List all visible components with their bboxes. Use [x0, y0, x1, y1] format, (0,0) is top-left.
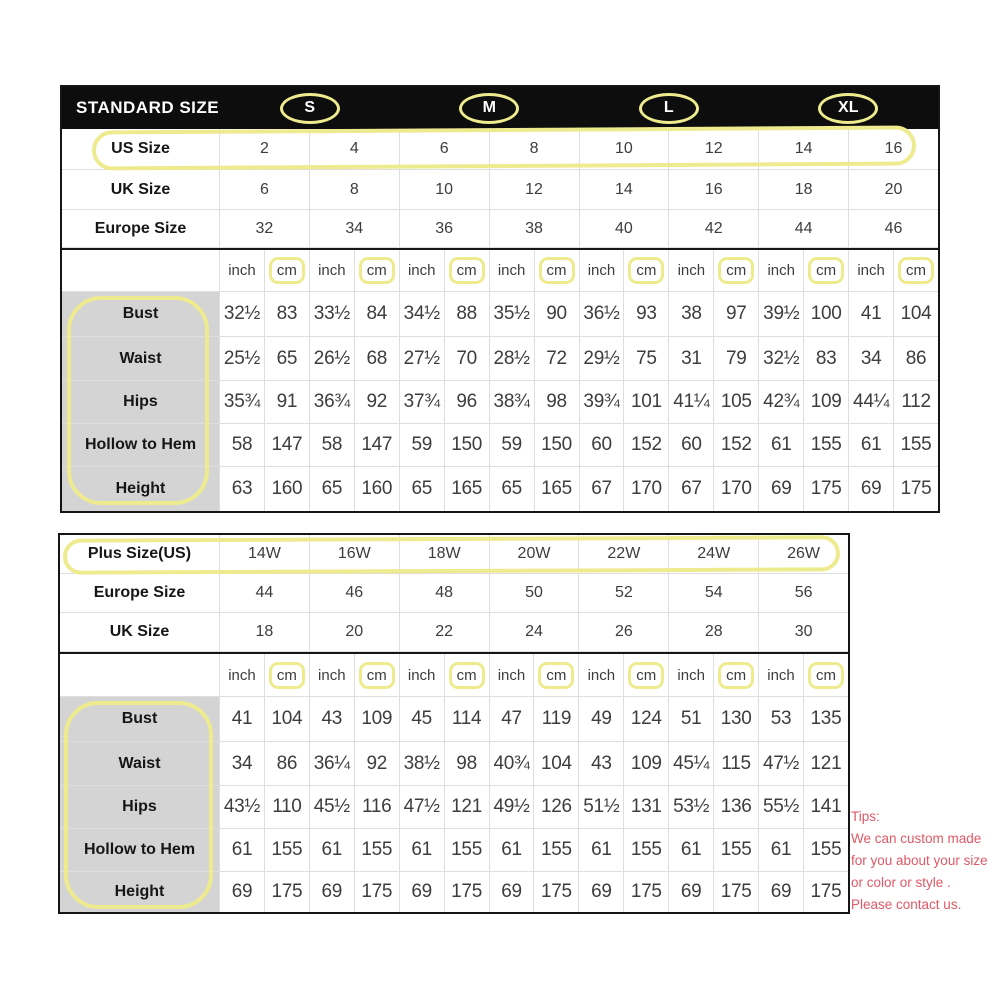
- size-value-cell: 6: [220, 170, 310, 209]
- measure-value-cell: 36½: [580, 292, 625, 336]
- uk-size-values: [220, 170, 938, 209]
- measure-value-cell: 25½: [220, 337, 265, 380]
- size-badge-oval: L: [639, 93, 699, 124]
- size-value-cell: 42: [669, 210, 759, 247]
- plus-size-label: Plus Size(US): [60, 535, 220, 573]
- size-value-cell: 12: [669, 129, 759, 169]
- size-value-cell: 14: [580, 170, 670, 209]
- size-value-cell: 6: [400, 129, 490, 169]
- tips-lines: [851, 828, 1000, 916]
- measure-value-cell: 131: [624, 786, 669, 828]
- measure-value-cell: 97: [714, 292, 759, 336]
- measure-value-cell: 155: [804, 424, 849, 466]
- measure-value-cell: 61: [759, 829, 804, 871]
- size-badge-oval: XL: [818, 93, 878, 124]
- size-value-cell: 16W: [310, 535, 400, 573]
- measure-value-cell: 53½: [669, 786, 714, 828]
- measure-value-cell: 68: [355, 337, 400, 380]
- measure-value-cell: 34½: [400, 292, 445, 336]
- standard-size-table: [60, 85, 940, 513]
- hips-label: Hips: [62, 381, 220, 423]
- hollow-to-hem-row: [62, 424, 938, 467]
- measure-value-cell: 60: [669, 424, 714, 466]
- measure-value-cell: 41¼: [669, 381, 714, 423]
- measure-value-cell: 58: [220, 424, 265, 466]
- measure-value-cell: 51: [669, 697, 714, 741]
- measure-value-cell: 130: [714, 697, 759, 741]
- measure-value-cell: 155: [624, 829, 669, 871]
- measure-value-cell: 69: [579, 872, 624, 912]
- waist-values: [220, 742, 848, 785]
- measure-value-cell: 55½: [759, 786, 804, 828]
- measure-value-cell: 39½: [759, 292, 804, 336]
- unit-cell: inch: [400, 654, 445, 696]
- measure-value-cell: 49½: [490, 786, 535, 828]
- measure-value-cell: 83: [804, 337, 849, 380]
- measure-value-cell: 136: [714, 786, 759, 828]
- measure-value-cell: 175: [810, 881, 842, 902]
- measure-value-cell: 38¾: [490, 381, 535, 423]
- measure-value-cell: 152: [624, 424, 669, 466]
- tips-line: Please contact us.: [851, 897, 962, 912]
- measure-value-cell: 86: [905, 347, 927, 369]
- measure-value-cell: 61: [220, 829, 265, 871]
- us-size-label: US Size: [62, 129, 220, 169]
- measure-value-cell: 42¾: [759, 381, 804, 423]
- waist-label: Waist: [62, 337, 220, 380]
- measure-value-cell: 109: [804, 381, 849, 423]
- measure-value-cell: 61: [669, 829, 714, 871]
- measure-value-cell: 160: [355, 467, 400, 511]
- measure-value-cell: 86: [265, 742, 310, 785]
- measure-value-cell: 155: [900, 434, 932, 455]
- unit-cell: inch: [310, 250, 355, 291]
- measure-value-cell: 105: [714, 381, 759, 423]
- measure-value-cell: 58: [310, 424, 355, 466]
- measure-value-cell: 33½: [310, 292, 355, 336]
- measure-value-cell: 75: [624, 337, 669, 380]
- size-value-cell: 28: [669, 613, 759, 651]
- measure-value-cell: 61: [310, 829, 355, 871]
- size-value-cell: 20W: [490, 535, 580, 573]
- unit-cell: cm: [714, 654, 759, 696]
- measure-value-cell: 36¼: [310, 742, 355, 785]
- tips-note: [851, 806, 1000, 916]
- measure-value-cell: 63: [220, 467, 265, 511]
- measure-value-cell: 65: [265, 337, 310, 380]
- measure-value-cell: 69: [220, 872, 265, 912]
- europe-size-values: [220, 574, 848, 612]
- waist-row: [60, 742, 848, 786]
- measure-value-cell: 165: [535, 467, 580, 511]
- size-badge-group: [220, 87, 938, 129]
- measure-value-cell: 155: [445, 829, 490, 871]
- size-value-cell: 44: [759, 210, 849, 247]
- measure-value-cell: 121: [445, 786, 490, 828]
- measure-value-cell: 101: [624, 381, 669, 423]
- unit-row-empty-label: [60, 654, 220, 696]
- height-row: [60, 872, 848, 912]
- measure-value-cell: 72: [535, 337, 580, 380]
- measure-value-cell: 170: [714, 467, 759, 511]
- size-value-cell: 52: [579, 574, 669, 612]
- measure-value-cell: 150: [535, 424, 580, 466]
- unit-cell: cm: [804, 654, 848, 696]
- measure-value-cell: 109: [624, 742, 669, 785]
- measure-value-cell: 98: [535, 381, 580, 423]
- measure-value-cell: 84: [355, 292, 400, 336]
- hollow-to-hem-row: [60, 829, 848, 872]
- measure-value-cell: 110: [265, 786, 310, 828]
- measure-value-cell: 41: [849, 292, 894, 336]
- measure-value-cell: 135: [810, 708, 842, 729]
- uk-size-row: [60, 613, 848, 652]
- height-label: Height: [60, 872, 220, 912]
- measure-value-cell: 51½: [579, 786, 624, 828]
- unit-cell: inch: [400, 250, 445, 291]
- measure-value-cell: 35½: [490, 292, 535, 336]
- unit-row: [60, 652, 848, 697]
- measure-value-cell: 79: [714, 337, 759, 380]
- measure-value-cell: 104: [265, 697, 310, 741]
- unit-cell: inch: [490, 250, 535, 291]
- measure-value-cell: 175: [900, 478, 932, 499]
- plus-size-row: [60, 535, 848, 574]
- measure-value-cell: 155: [265, 829, 310, 871]
- size-value-cell: 18W: [400, 535, 490, 573]
- measure-value-cell: 147: [355, 424, 400, 466]
- unit-cell: inch: [669, 654, 714, 696]
- size-value-cell: 36: [400, 210, 490, 247]
- hips-label: Hips: [60, 786, 220, 828]
- unit-cell: cm: [804, 250, 849, 291]
- unit-cell: inch: [579, 654, 624, 696]
- size-value-cell: 24W: [669, 535, 759, 573]
- measure-value-cell: 61: [759, 424, 804, 466]
- measure-value-cell: 32½: [759, 337, 804, 380]
- size-value-cell: 22: [400, 613, 490, 651]
- unit-cell: cm: [534, 654, 579, 696]
- measure-value-cell: 175: [534, 872, 579, 912]
- measure-value-cell: 119: [534, 697, 579, 741]
- measure-value-cell: 175: [624, 872, 669, 912]
- measure-value-cell: 44¼: [849, 381, 894, 423]
- measure-value-cell: 175: [355, 872, 400, 912]
- size-value-cell: 26W: [787, 545, 821, 562]
- measure-value-cell: 40¾: [490, 742, 535, 785]
- size-value-cell: 18: [759, 170, 849, 209]
- plus-size-table: [58, 533, 850, 914]
- measure-value-cell: 109: [355, 697, 400, 741]
- europe-size-values: [220, 210, 938, 247]
- measure-value-cell: 152: [714, 424, 759, 466]
- measure-value-cell: 92: [355, 742, 400, 785]
- measure-value-cell: 47½: [400, 786, 445, 828]
- bust-values: [220, 292, 938, 336]
- measure-value-cell: 88: [445, 292, 490, 336]
- measure-value-cell: 104: [534, 742, 579, 785]
- measure-value-cell: 41: [220, 697, 265, 741]
- size-value-cell: 18: [220, 613, 310, 651]
- measure-value-cell: 45: [400, 697, 445, 741]
- size-value-cell: 56: [794, 584, 813, 601]
- unit-cell: cm: [624, 250, 669, 291]
- waist-row: [62, 337, 938, 381]
- tips-line: for you about your size: [851, 853, 988, 868]
- size-value-cell: 22W: [579, 535, 669, 573]
- waist-values: [220, 337, 938, 380]
- size-value-cell: 32: [220, 210, 310, 247]
- measure-value-cell: 38: [669, 292, 714, 336]
- size-value-cell: 16: [884, 140, 903, 157]
- measure-value-cell: 49: [579, 697, 624, 741]
- hollow-to-hem-label: Hollow to Hem: [60, 829, 220, 871]
- unit-cell: cm: [265, 654, 310, 696]
- bust-label: Bust: [60, 697, 220, 741]
- measure-value-cell: 175: [714, 872, 759, 912]
- size-badge-oval: S: [280, 93, 340, 124]
- plus-size-values: [220, 535, 848, 573]
- size-value-cell: 54: [669, 574, 759, 612]
- unit-cells: [220, 250, 938, 291]
- measure-value-cell: 98: [445, 742, 490, 785]
- europe-size-row: [60, 574, 848, 613]
- size-value-cell: 44: [220, 574, 310, 612]
- us-size-row: [62, 129, 938, 170]
- uk-size-row: [62, 170, 938, 210]
- europe-size-row: [62, 210, 938, 248]
- measure-value-cell: 35¾: [220, 381, 265, 423]
- unit-cell: cm: [445, 654, 490, 696]
- measure-value-cell: 61: [400, 829, 445, 871]
- height-label: Height: [62, 467, 220, 511]
- measure-value-cell: 43: [579, 742, 624, 785]
- size-value-cell: 12: [490, 170, 580, 209]
- uk-size-values: [220, 613, 848, 651]
- size-value-cell: 8: [310, 170, 400, 209]
- uk-size-label: UK Size: [60, 613, 220, 651]
- size-value-cell: 46: [310, 574, 400, 612]
- measure-value-cell: 65: [490, 467, 535, 511]
- hollow-to-hem-values: [220, 829, 848, 871]
- measure-value-cell: 114: [445, 697, 490, 741]
- measure-value-cell: 38½: [400, 742, 445, 785]
- standard-size-title: STANDARD SIZE: [76, 98, 220, 117]
- measure-value-cell: 67: [580, 467, 625, 511]
- size-badge-oval: M: [459, 93, 519, 124]
- measure-value-cell: 93: [624, 292, 669, 336]
- measure-value-cell: 100: [804, 292, 849, 336]
- measure-value-cell: 28½: [490, 337, 535, 380]
- measure-value-cell: 53: [759, 697, 804, 741]
- tips-title: Tips:: [851, 809, 880, 824]
- waist-label: Waist: [60, 742, 220, 785]
- size-value-cell: 20: [310, 613, 400, 651]
- measure-value-cell: 141: [810, 796, 842, 817]
- unit-cells: [220, 654, 848, 696]
- hollow-to-hem-label: Hollow to Hem: [62, 424, 220, 466]
- size-value-cell: 10: [580, 129, 670, 169]
- measure-value-cell: 60: [580, 424, 625, 466]
- measure-value-cell: 43½: [220, 786, 265, 828]
- size-value-cell: 14W: [220, 535, 310, 573]
- us-size-values: [220, 129, 938, 169]
- measure-value-cell: 83: [265, 292, 310, 336]
- hollow-to-hem-values: [220, 424, 938, 466]
- measure-value-cell: 43: [310, 697, 355, 741]
- measure-value-cell: 69: [310, 872, 355, 912]
- unit-row: [62, 248, 938, 292]
- measure-value-cell: 91: [265, 381, 310, 423]
- unit-cell: cm: [445, 250, 490, 291]
- unit-cell: cm: [894, 250, 938, 291]
- measure-value-cell: 61: [849, 424, 894, 466]
- measure-value-cell: 175: [445, 872, 490, 912]
- unit-cell: inch: [849, 250, 894, 291]
- measure-value-cell: 59: [400, 424, 445, 466]
- measure-value-cell: 69: [669, 872, 714, 912]
- unit-cell: inch: [669, 250, 714, 291]
- measure-value-cell: 39¾: [580, 381, 625, 423]
- measure-value-cell: 32½: [220, 292, 265, 336]
- measure-value-cell: 155: [534, 829, 579, 871]
- measure-value-cell: 29½: [580, 337, 625, 380]
- measure-value-cell: 61: [579, 829, 624, 871]
- height-row: [62, 467, 938, 511]
- measure-value-cell: 47½: [759, 742, 804, 785]
- measure-value-cell: 45¼: [669, 742, 714, 785]
- measure-value-cell: 69: [759, 872, 804, 912]
- unit-cell: cm: [714, 250, 759, 291]
- hips-row: [62, 381, 938, 424]
- measure-value-cell: 69: [849, 467, 894, 511]
- hips-row: [60, 786, 848, 829]
- measure-value-cell: 121: [810, 752, 842, 774]
- measure-value-cell: 104: [900, 303, 932, 324]
- measure-value-cell: 96: [445, 381, 490, 423]
- size-value-cell: 46: [884, 219, 903, 237]
- measure-value-cell: 165: [445, 467, 490, 511]
- unit-cell: cm: [624, 654, 669, 696]
- measure-value-cell: 34: [849, 337, 894, 380]
- measure-value-cell: 61: [490, 829, 535, 871]
- measure-value-cell: 116: [355, 786, 400, 828]
- measure-value-cell: 115: [714, 742, 759, 785]
- measure-value-cell: 155: [355, 829, 400, 871]
- unit-cell: inch: [310, 654, 355, 696]
- unit-cell: inch: [220, 654, 265, 696]
- unit-cell: inch: [490, 654, 535, 696]
- height-values: [220, 872, 848, 912]
- bust-values: [220, 697, 848, 741]
- measure-value-cell: 175: [265, 872, 310, 912]
- size-value-cell: 8: [490, 129, 580, 169]
- measure-value-cell: 36¾: [310, 381, 355, 423]
- height-values: [220, 467, 938, 511]
- unit-cell: inch: [580, 250, 625, 291]
- size-value-cell: 34: [310, 210, 400, 247]
- europe-size-label: Europe Size: [62, 210, 220, 247]
- measure-value-cell: 112: [901, 391, 931, 412]
- unit-cell: cm: [265, 250, 310, 291]
- measure-value-cell: 155: [810, 839, 842, 860]
- unit-cell: inch: [759, 654, 804, 696]
- size-value-cell: 24: [490, 613, 580, 651]
- tips-line: We can custom made: [851, 831, 982, 846]
- measure-value-cell: 90: [535, 292, 580, 336]
- bust-row: [62, 292, 938, 337]
- measure-value-cell: 69: [759, 467, 804, 511]
- size-value-cell: 26: [579, 613, 669, 651]
- hips-values: [220, 786, 848, 828]
- measure-value-cell: 150: [445, 424, 490, 466]
- measure-value-cell: 69: [490, 872, 535, 912]
- size-value-cell: 38: [490, 210, 580, 247]
- standard-table-header: [62, 87, 938, 129]
- measure-value-cell: 59: [490, 424, 535, 466]
- measure-value-cell: 147: [265, 424, 310, 466]
- measure-value-cell: 34: [220, 742, 265, 785]
- size-value-cell: 48: [400, 574, 490, 612]
- measure-value-cell: 27½: [400, 337, 445, 380]
- measure-value-cell: 31: [669, 337, 714, 380]
- unit-cell: inch: [759, 250, 804, 291]
- size-value-cell: 20: [884, 180, 903, 198]
- unit-cell: cm: [355, 250, 400, 291]
- measure-value-cell: 92: [355, 381, 400, 423]
- unit-cell: inch: [220, 250, 265, 291]
- size-value-cell: 4: [310, 129, 400, 169]
- measure-value-cell: 160: [265, 467, 310, 511]
- size-value-cell: 16: [669, 170, 759, 209]
- size-value-cell: 50: [490, 574, 580, 612]
- bust-row: [60, 697, 848, 742]
- measure-value-cell: 124: [624, 697, 669, 741]
- unit-cell: cm: [355, 654, 400, 696]
- size-value-cell: 10: [400, 170, 490, 209]
- measure-value-cell: 47: [490, 697, 535, 741]
- measure-value-cell: 69: [400, 872, 445, 912]
- measure-value-cell: 67: [669, 467, 714, 511]
- uk-size-label: UK Size: [62, 170, 220, 209]
- size-value-cell: 40: [580, 210, 670, 247]
- measure-value-cell: 65: [400, 467, 445, 511]
- bust-label: Bust: [62, 292, 220, 336]
- tips-line: or color or style .: [851, 875, 951, 890]
- size-value-cell: 30: [794, 623, 813, 640]
- measure-value-cell: 126: [534, 786, 579, 828]
- europe-size-label: Europe Size: [60, 574, 220, 612]
- hips-values: [220, 381, 938, 423]
- measure-value-cell: 65: [310, 467, 355, 511]
- unit-row-empty-label: [62, 250, 220, 291]
- measure-value-cell: 70: [445, 337, 490, 380]
- size-value-cell: 14: [759, 129, 849, 169]
- measure-value-cell: 26½: [310, 337, 355, 380]
- measure-value-cell: 45½: [310, 786, 355, 828]
- measure-value-cell: 175: [804, 467, 849, 511]
- measure-value-cell: 170: [624, 467, 669, 511]
- measure-value-cell: 37¾: [400, 381, 445, 423]
- unit-cell: cm: [535, 250, 580, 291]
- measure-value-cell: 155: [714, 829, 759, 871]
- size-value-cell: 2: [220, 129, 310, 169]
